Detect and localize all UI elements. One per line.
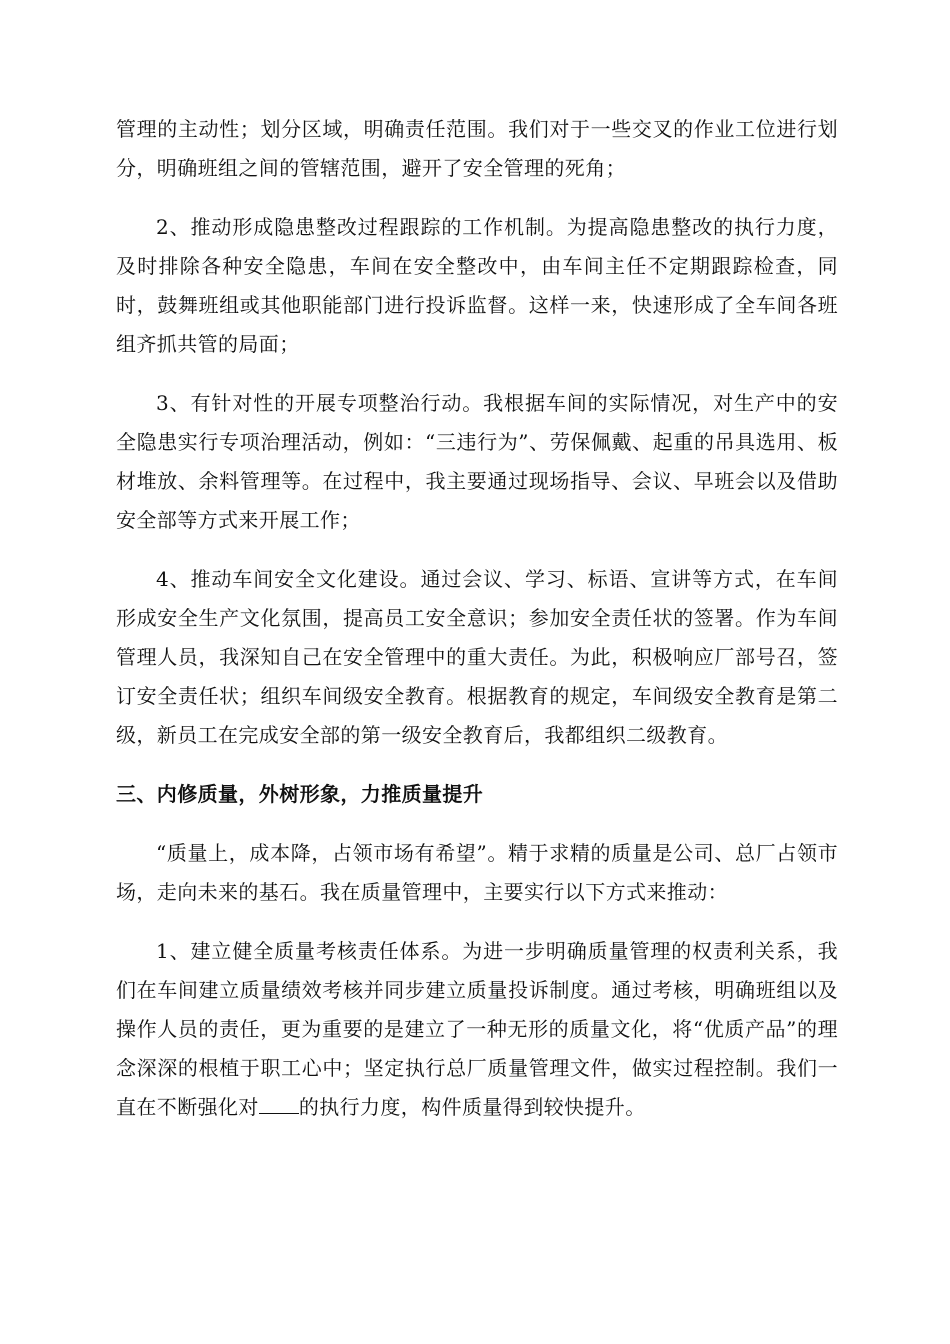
paragraph-quality-item-1 [116, 932, 838, 1127]
document-body [116, 110, 838, 1147]
paragraph-quality-intro: “质量上，成本降，占领市场有希望”。精于求精的质量是公司、总厂占领市场，走向未来的基石。我在质量管理中，主要实行以下方式来推动： [116, 841, 838, 904]
paragraph-item-2: 2、推动形成隐患整改过程跟踪的工作机制。为提高隐患整改的执行力度，及时排除各种安全隐患，车间在安全整改中，由车间主任不定期跟踪检查，同时，鼓舞班组或其他职能部门进行投诉监督。这样一来，快速形成了全车间各班组齐抓共管的局面； [116, 215, 838, 356]
paragraph-continuation: 管理的主动性；划分区域，明确责任范围。我们对于一些交叉的作业工位进行划分，明确班组之间的管辖范围，避开了安全管理的死角； [116, 117, 838, 180]
paragraph-item-3: 3、有针对性的开展专项整治行动。我根据车间的实际情况，对生产中的安全隐患实行专项治理活动，例如：“三违行为”、劳保佩戴、起重的吊具选用、板材堆放、余料管理等。在过程中，我主要通过现场指导、会议、早班会以及借助安全部等方式来开展工作； [116, 391, 838, 532]
paragraph-text-part: 的执行力度，构件质量得到较快提升。 [298, 1095, 646, 1119]
paragraph-text-part: 1、建立健全质量考核责任体系。为进一步明确质量管理的权责利关系，我们在车间建立质量绩效考核并同步建立质量投诉制度。通过考核，明确班组以及操作人员的责任，更为重要的是建立了一种无形的质量文化，将“优质产品”的理念深深的根植于职工心中；坚定执行总厂质量管理文件，做实过程控制。我们一直在不断强化对 [116, 939, 838, 1119]
section-heading: 三、内修质量，外树形象，力推质量提升 [116, 782, 484, 806]
paragraph-item-4: 4、推动车间安全文化建设。通过会议、学习、标语、宣讲等方式，在车间形成安全生产文化氛围，提高员工安全意识；参加安全责任状的签署。作为车间管理人员，我深知自己在安全管理中的重大责任。为此，积极响应厂部号召，签订安全责任状；组织车间级安全教育。根据教育的规定，车间级安全教育是第二级，新员工在完成安全部的第一级安全教育后，我都组织二级教育。 [116, 567, 838, 747]
fill-blank [259, 1091, 299, 1114]
